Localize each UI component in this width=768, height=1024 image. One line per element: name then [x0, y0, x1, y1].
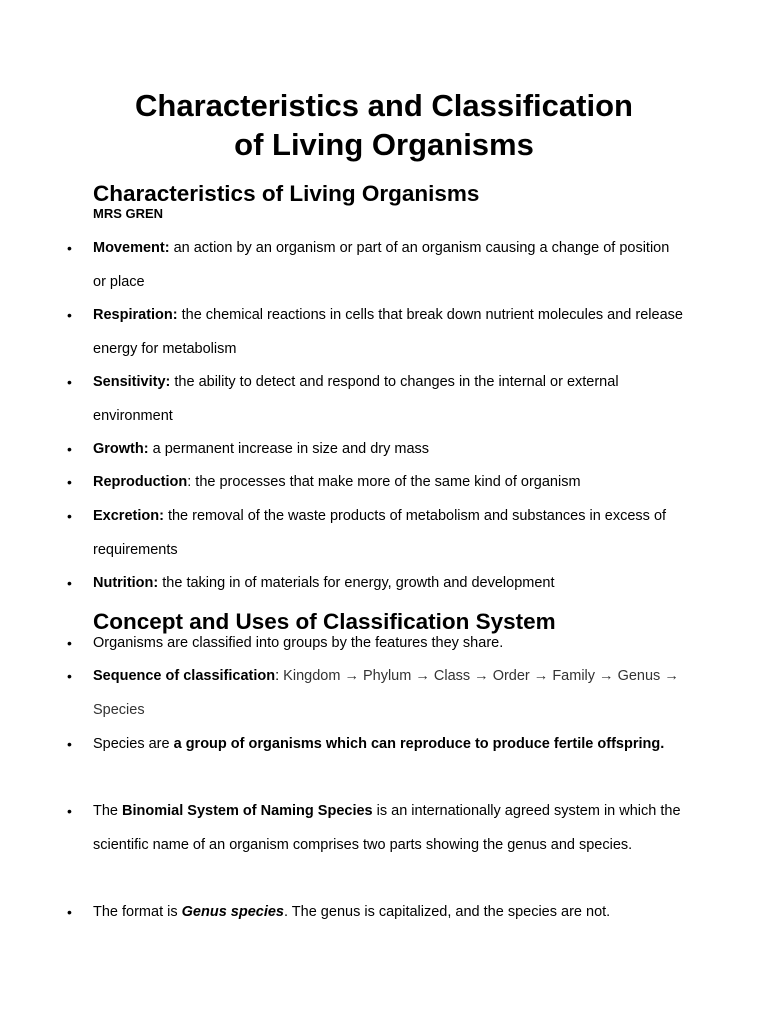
title-line-1: Characteristics and Classification — [135, 88, 633, 123]
bullet: • — [67, 803, 72, 819]
bullet: • — [67, 307, 72, 323]
definition: : the processes that make more of the same kind of organism — [187, 474, 581, 490]
list-item-growth — [67, 433, 683, 467]
item-text: Organisms are classified into groups by the features they share. — [93, 635, 504, 651]
term: Sensitivity: — [93, 374, 171, 390]
list-item-binomial — [67, 795, 683, 862]
author-label: MRS GREN — [93, 206, 164, 221]
title-line-2: of Living Organisms — [234, 127, 534, 162]
bullet: • — [67, 474, 72, 490]
colon: : — [275, 668, 280, 684]
item-text-bold: Binomial System of Naming Species — [122, 803, 373, 819]
item-text-pre: The — [93, 803, 123, 819]
definition: the ability to detect and respond to changes in the internal or external environment — [93, 374, 619, 424]
bullet: • — [67, 575, 72, 591]
item-text-bold-italic: Genus species — [181, 904, 284, 920]
term: Sequence of classification — [93, 668, 276, 684]
list-item-excretion — [67, 500, 683, 567]
section-heading-classification: Concept and Uses of Classification System — [93, 609, 556, 634]
term: Nutrition: — [93, 575, 159, 591]
document-title — [0, 86, 768, 164]
definition: the removal of the waste products of metabolism and substances in excess of requirements — [93, 508, 667, 558]
classification-sequence: Kingdom → Phylum → Class → Order → Family → Genus → Species — [93, 668, 679, 718]
list-item-species — [67, 728, 683, 762]
bullet: • — [67, 441, 72, 457]
term: Respiration: — [93, 307, 178, 323]
bullet: • — [67, 904, 72, 920]
bullet: • — [67, 668, 72, 684]
bullet: • — [67, 374, 72, 390]
list-item-sensitivity — [67, 366, 683, 433]
section-heading-characteristics: Characteristics of Living Organisms — [93, 181, 480, 206]
definition: the chemical reactions in cells that break down nutrient molecules and release energy for metabolism — [93, 307, 683, 357]
item-text-post: is an internationally agreed system in which the scientific name of an organism comprises two parts showing the genus and species. — [93, 803, 681, 853]
item-text-post: . The genus is capitalized, and the species are not. — [284, 904, 611, 920]
definition: a permanent increase in size and dry mass — [148, 441, 430, 457]
list-item-format — [67, 896, 683, 930]
term: Movement: — [93, 240, 170, 256]
list-item-movement — [67, 232, 683, 299]
term: Reproduction — [93, 474, 188, 490]
term: Growth: — [93, 441, 149, 457]
list-item-nutrition — [67, 567, 683, 601]
list-item-reproduction — [67, 466, 683, 500]
bullet: • — [67, 240, 72, 256]
bullet: • — [67, 635, 72, 651]
bullet: • — [67, 736, 72, 752]
definition: the taking in of materials for energy, growth and development — [158, 575, 555, 591]
item-text-pre: Species are — [93, 736, 174, 752]
list-item-sequence — [67, 660, 683, 727]
term: Excretion: — [93, 508, 164, 524]
bullet: • — [67, 508, 72, 524]
item-text-pre: The format is — [93, 904, 182, 920]
item-text-bold: a group of organisms which can reproduce to produce fertile offspring. — [173, 736, 665, 752]
list-item-respiration — [67, 299, 683, 366]
list-item-groups — [67, 627, 683, 661]
definition: an action by an organism or part of an organism causing a change of position or place — [93, 240, 670, 290]
